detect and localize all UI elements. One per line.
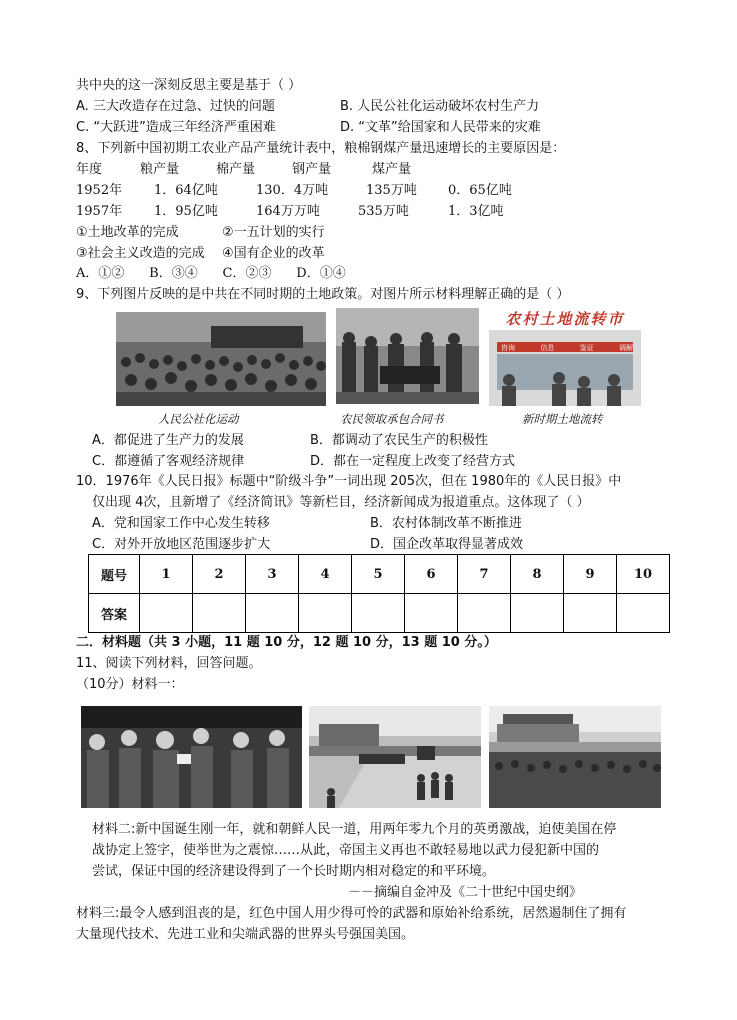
q8-row1-year: 1952年: [76, 183, 123, 198]
answer-cell[interactable]: [458, 594, 511, 633]
answer-cell[interactable]: [193, 594, 246, 633]
counter-label: 信息: [540, 344, 555, 352]
q8-row2-coal: 1．3亿吨: [448, 204, 504, 219]
counter-labels: [501, 343, 633, 353]
land-transfer-photo: [489, 306, 641, 406]
q8-row2-cotton: 164万万吨: [256, 204, 320, 219]
q11-material1-label: （10分）材料一：: [76, 677, 184, 692]
counter-label: 调解: [618, 344, 633, 352]
question-number: 9: [564, 555, 617, 594]
answer-table-answer-row: [89, 594, 670, 633]
q10-stem-line2: 仅出现 4次，且新增了《经济简讯》等新栏目，经济新闻成为报道重点。这体现了（ ）: [92, 495, 590, 510]
question-number: 5: [352, 555, 405, 594]
question-number: 6: [405, 555, 458, 594]
question-number: 7: [458, 555, 511, 594]
commune-photo: [116, 312, 326, 406]
q8-header-cotton: 棉产量: [216, 162, 256, 177]
q9-option-a: A．都促进了生产力的发展: [92, 433, 244, 448]
q10-option-b: B．农村体制改革不断推进: [370, 516, 522, 531]
founding-ceremony-photo: [81, 706, 302, 808]
q8-row1-steel: 135万吨: [366, 183, 417, 198]
q7-option-b: B. 人民公社化运动破坏农村生产力: [340, 99, 540, 114]
answer-cell[interactable]: [246, 594, 299, 633]
q8-header-coal: 煤产量: [372, 162, 412, 177]
q8-header-grain: 粮产量: [140, 162, 180, 177]
material2-line3: 尝试，保证中国的经济建设得到了一个长时期内相对稳定的和平环境。: [92, 864, 496, 879]
question-number-label: 题号: [89, 555, 140, 594]
question-number: 3: [246, 555, 299, 594]
question-number: 1: [140, 555, 193, 594]
q8-row2-year: 1957年: [76, 204, 123, 219]
material3-line2: 大量现代技术、先进工业和尖端武器的世界头号强国美国。: [76, 927, 415, 942]
answer-cell[interactable]: [352, 594, 405, 633]
question-number: 2: [193, 555, 246, 594]
material2-line1: 材料二:新中国诞生刚一年，就和朝鲜人民一道，用两年零九个月的英勇激战，迫使美国在停: [92, 822, 617, 837]
caption-contract: 农民领取承包合同书: [340, 412, 444, 426]
q7-option-d: D. “文革”给国家和人民带来的灾难: [340, 120, 541, 135]
answer-cell[interactable]: [617, 594, 670, 633]
caption-commune: 人民公社化运动: [158, 412, 239, 426]
answer-cell[interactable]: [299, 594, 352, 633]
parade-photo: [309, 706, 481, 808]
question-number: 10: [617, 555, 670, 594]
part2-heading: 二．材料题（共 3 小题，11 题 10 分，12 题 10 分，13 题 10 分。）: [76, 635, 497, 650]
q11-intro: 11、阅读下列材料，回答问题。: [76, 656, 262, 671]
q10-option-c: C．对外开放地区范围逐步扩大: [92, 537, 271, 552]
q8-options: A．①② B．③④ C．②③ D．①④: [76, 266, 346, 281]
q7-option-c: C. “大跃进”造成三年经济严重困难: [76, 120, 276, 135]
answer-cell[interactable]: [405, 594, 458, 633]
q8-row1-coal: 0．65亿吨: [448, 183, 512, 198]
q8-row2-steel: 535万吨: [358, 204, 409, 219]
material2-source: －－摘编自金冲及《二十世纪中国史纲》: [348, 885, 583, 900]
answer-cell[interactable]: [511, 594, 564, 633]
q10-option-a: A．党和国家工作中心发生转移: [92, 516, 270, 531]
material3-line1: 材料三:最令人感到沮丧的是，红色中国人用少得可怜的武器和原始补给系统，居然遏制住了拥有: [76, 906, 627, 921]
q8-stem: 8、下列新中国初期工农业产品产量统计表中，粮棉钢煤产量迅速增长的主要原因是：: [76, 141, 566, 156]
q8-item-2: ②一五计划的实行: [222, 225, 325, 240]
q10-option-d: D．国企改革取得显著成效: [370, 537, 524, 552]
q8-row2-grain: 1．95亿吨: [154, 204, 218, 219]
land-transfer-sign: 农村土地流转市: [505, 310, 625, 328]
q8-item-4: ④国有企业的改革: [222, 246, 325, 261]
q8-header-year: 年度: [76, 162, 103, 177]
answer-table-header-row: [89, 555, 670, 594]
material2-line2: 战协定上签字，使举世为之震惊……从此，帝国主义再也不敢轻易地以武力侵犯新中国的: [92, 843, 600, 858]
q9-option-c: C．都遵循了客观经济规律: [92, 454, 245, 469]
answer-table: [88, 554, 670, 633]
answer-cell[interactable]: [564, 594, 617, 633]
answer-cell[interactable]: [140, 594, 193, 633]
q8-item-3: ③社会主义改造的完成: [76, 246, 205, 261]
tiananmen-crowd-photo: [489, 706, 661, 808]
q9-option-d: D．都在一定程度上改变了经营方式: [310, 454, 516, 469]
counter-label: 鉴证: [579, 344, 594, 352]
answer-label: 答案: [89, 594, 140, 633]
contract-photo: [336, 308, 479, 404]
counter-label: 咨询: [501, 344, 515, 352]
q8-item-1: ①土地改革的完成: [76, 225, 179, 240]
q8-header-steel: 钢产量: [292, 162, 332, 177]
q10-stem-line1: 10．1976年《人民日报》标题中“阶级斗争”一词出现 205次，但在 1980年的《人民日报》中: [76, 474, 622, 489]
caption-land-transfer: 新时期土地流转: [522, 412, 603, 426]
question-number: 8: [511, 555, 564, 594]
q7-option-a: A. 三大改造存在过急、过快的问题: [76, 99, 275, 114]
q8-row1-grain: 1．64亿吨: [154, 183, 218, 198]
q9-stem: 9、下列图片反映的是中共在不同时期的土地政策。对图片所示材料理解正确的是（ ）: [76, 287, 570, 302]
q9-option-b: B．都调动了农民生产的积极性: [310, 433, 488, 448]
q8-row1-cotton: 130．4万吨: [256, 183, 329, 198]
q7-stem: 共中央的这一深刻反思主要是基于（ ）: [76, 78, 302, 93]
question-number: 4: [299, 555, 352, 594]
